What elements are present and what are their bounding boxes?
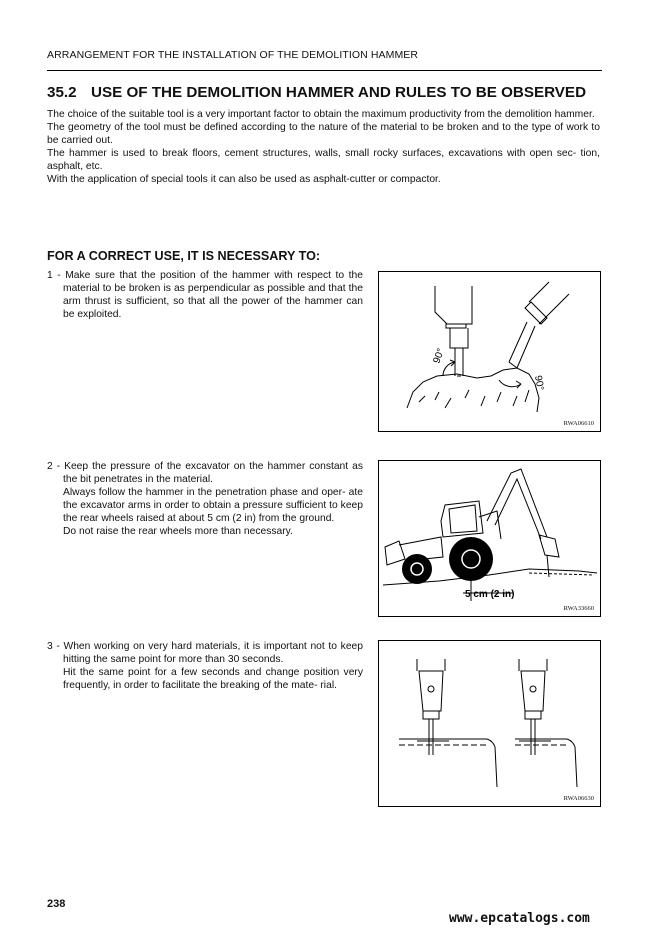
header-rule [47, 70, 602, 71]
instruction-text: Hit the same point for a few seconds and change position very frequently, in order to facilitate the breaking of the mate- rial. [63, 667, 363, 692]
running-header: ARRANGEMENT FOR THE INSTALLATION OF THE DEMOLITION HAMMER [47, 49, 419, 61]
page-number: 238 [47, 898, 66, 910]
figure-backhoe-loader [378, 460, 601, 617]
intro-paragraph: The choice of the suitable tool is a very important factor to obtain the maximum productivity from the demolition hammer. [47, 109, 595, 120]
angle-label: 90° [431, 347, 447, 366]
instructions-subheading: FOR A CORRECT USE, IT IS NECESSARY TO: [47, 249, 321, 263]
backhoe-loader-illustration [379, 461, 600, 616]
figure-code: RWA33660 [563, 605, 594, 612]
instruction-item-1 [47, 269, 363, 321]
intro-paragraph: The hammer is used to break floors, cement structures, walls, small rocky surfaces, excavations with open sec- tion, asphalt, etc. [47, 148, 600, 173]
instruction-item-2 [47, 460, 363, 539]
instruction-text: Do not raise the rear wheels more than necessary. [63, 526, 293, 538]
instruction-text: 1 - Make sure that the position of the hammer with respect to the material to be broken is as perpendicular as possible and that the arm thrust is sufficient, so that all the power of the hammer can be exploited. [47, 270, 363, 321]
figure-code: RWA06630 [563, 795, 594, 802]
section-title [47, 84, 586, 101]
intro-paragraph: With the application of special tools it can also be used as asphalt-cutter or compactor. [47, 174, 441, 186]
hammer-positions-illustration [379, 641, 600, 806]
figure-code: RWA06610 [563, 420, 594, 427]
figure-hammer-angle [378, 271, 601, 432]
angle-label: 90° [532, 374, 546, 392]
watermark-text: www.epcatalogs.com [449, 911, 590, 926]
instruction-text: Always follow the hammer in the penetration phase and oper- ate the excavator arms in order to obtain a pressure sufficient to keep the rear wheels raised at about 5 cm (2 in) from the ground. [63, 487, 363, 525]
measure-label: 5 cm (2 in) [465, 589, 515, 600]
hammer-angle-illustration [379, 272, 600, 431]
figure-hammer-positions [378, 640, 601, 807]
instruction-item-3 [47, 640, 363, 692]
section-number: 35.2 [47, 84, 77, 101]
intro-paragraph: The geometry of the tool must be defined according to the nature of the material to be broken and to the type of work to be carried out. [47, 122, 600, 147]
intro-text [47, 108, 600, 187]
instruction-text: 3 - When working on very hard materials, it is important not to keep hitting the same point for more than 30 seconds. [47, 641, 363, 666]
instruction-text: 2 - Keep the pressure of the excavator on the hammer constant as the bit penetrates in the material. [47, 461, 363, 486]
section-heading: USE OF THE DEMOLITION HAMMER AND RULES TO BE OBSERVED [91, 84, 587, 101]
